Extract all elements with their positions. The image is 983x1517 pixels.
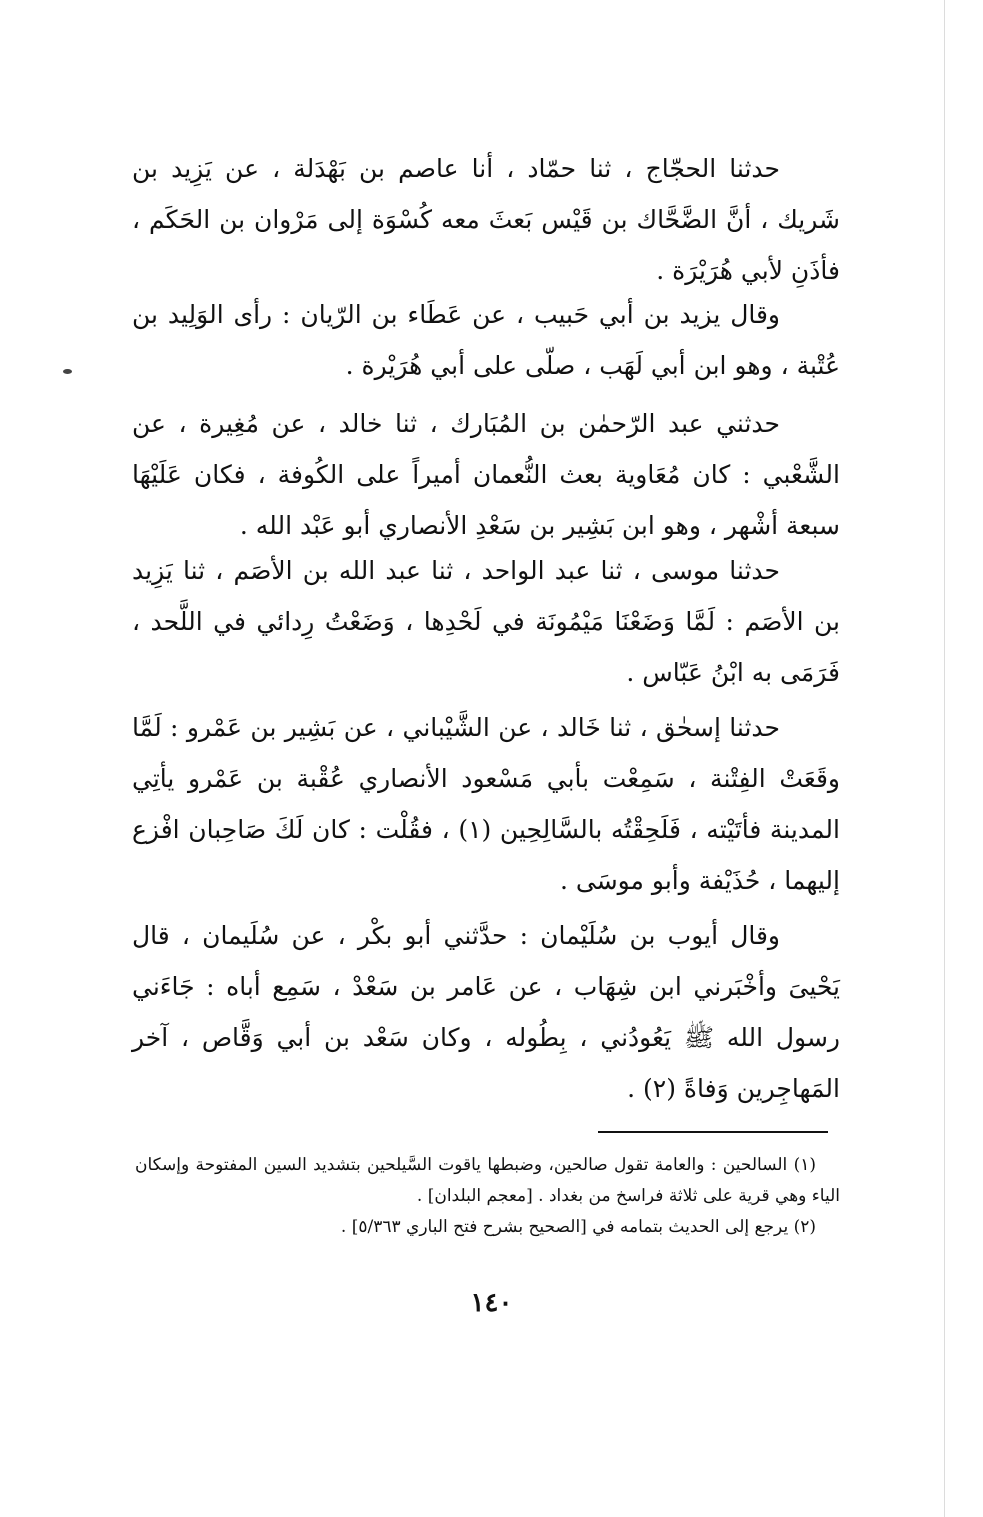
margin-ink-mark bbox=[63, 369, 72, 374]
hadith-text: حدثني عبد الرّحمٰن بن المُبَارك ، ثنا خالد ، عن مُغِيرة ، عن الشَّعْبي : كان مُعَاوية بعث النُّعمان أميراً على الكُوفة ، فكان عَلَيْهَا سبعة أشْهر ، وهو ابن بَشِير بن سَعْدِ الأنصاري أبو عَبْد الله . bbox=[132, 409, 840, 540]
paragraph-5 bbox=[132, 702, 840, 906]
paragraph-6 bbox=[132, 910, 840, 1114]
paragraph-2 bbox=[132, 289, 840, 391]
page-number: ١٤٠ bbox=[470, 1288, 513, 1318]
hadith-text: حدثنا إسحٰق ، ثنا خَالد ، عن الشَّيْباني ، عن بَشِير بن عَمْرو : لَمَّا وقَعَتْ الفِتْنة ، سَمِعْت بأبي مَسْعود الأنصاري عُقْبة بن عَمْرو يأتِي المدينة فأتَيْته ، فَلَحِقْتُه بالسَّالِحِين (١) ، فقُلْت : كان لَكَ صَاحِبان افْزع إليهما ، حُذَيْفة وأبو موسَى . bbox=[132, 713, 840, 895]
paragraph-3 bbox=[132, 398, 840, 551]
footnote-1: (١) السالحين : والعامة تقول صالحين، وضبطها ياقوت السَّيلحين بتشديد السين المفتوحة وإسكان الياء وهي قرية على ثلاثة فراسخ من بغداد . [معجم البلدان] . bbox=[135, 1155, 840, 1206]
paragraph-4 bbox=[132, 545, 840, 698]
footnote-2: (٢) يرجع إلى الحديث بتمامه في [الصحيح بشرح فتح الباري ٥/٣٦٣] . bbox=[340, 1217, 816, 1237]
hadith-text: وقال أيوب بن سُلَيْمان : حدَّثني أبو بكْر ، عن سُلَيمان ، قال يَحْيىَ وأخْبَرني ابن شِهَاب ، عن عَامر بن سَعْدْ ، سَمِع أباه : جَاءَني رسول الله ﷺ يَعُودُني ، بِطُوله ، وكان سَعْد بن أبي وَقَّاص ، آخر المَهاجِرين وَفاةً (٢) . bbox=[132, 921, 840, 1103]
footnote-separator bbox=[598, 1131, 828, 1133]
paragraph-1 bbox=[132, 143, 840, 296]
hadith-text: حدثنا الحجّاج ، ثنا حمّاد ، أنا عاصم بن بَهْدَلة ، عن يَزِيد بن شَريك ، أنَّ الضَّحَّاك بن قَيْس بَعثَ معه كُسْوَة إلى مَرْوان بن الحَكَم ، فأذَنِ لأبي هُرَيْرَة . bbox=[132, 154, 840, 285]
hadith-text: وقال يزيد بن أبي حَبيب ، عن عَطَاء بن الرّيان : رأى الوَلِيد بن عُتْبة ، وهو ابن أبي لَهَب ، صلّى على أبي هُرَيْرة . bbox=[132, 300, 840, 380]
hadith-text: حدثنا موسى ، ثنا عبد الواحد ، ثنا عبد الله بن الأصَم ، ثنا يَزِيد بن الأصَم : لَمَّا وَضَعْنَا مَيْمُونَة في لَحْدِها ، وَضَعْتُ رِدائي في اللَّحد ، فَرَمَى به ابْنُ عَبّاس . bbox=[132, 556, 840, 687]
footnotes bbox=[135, 1150, 840, 1243]
